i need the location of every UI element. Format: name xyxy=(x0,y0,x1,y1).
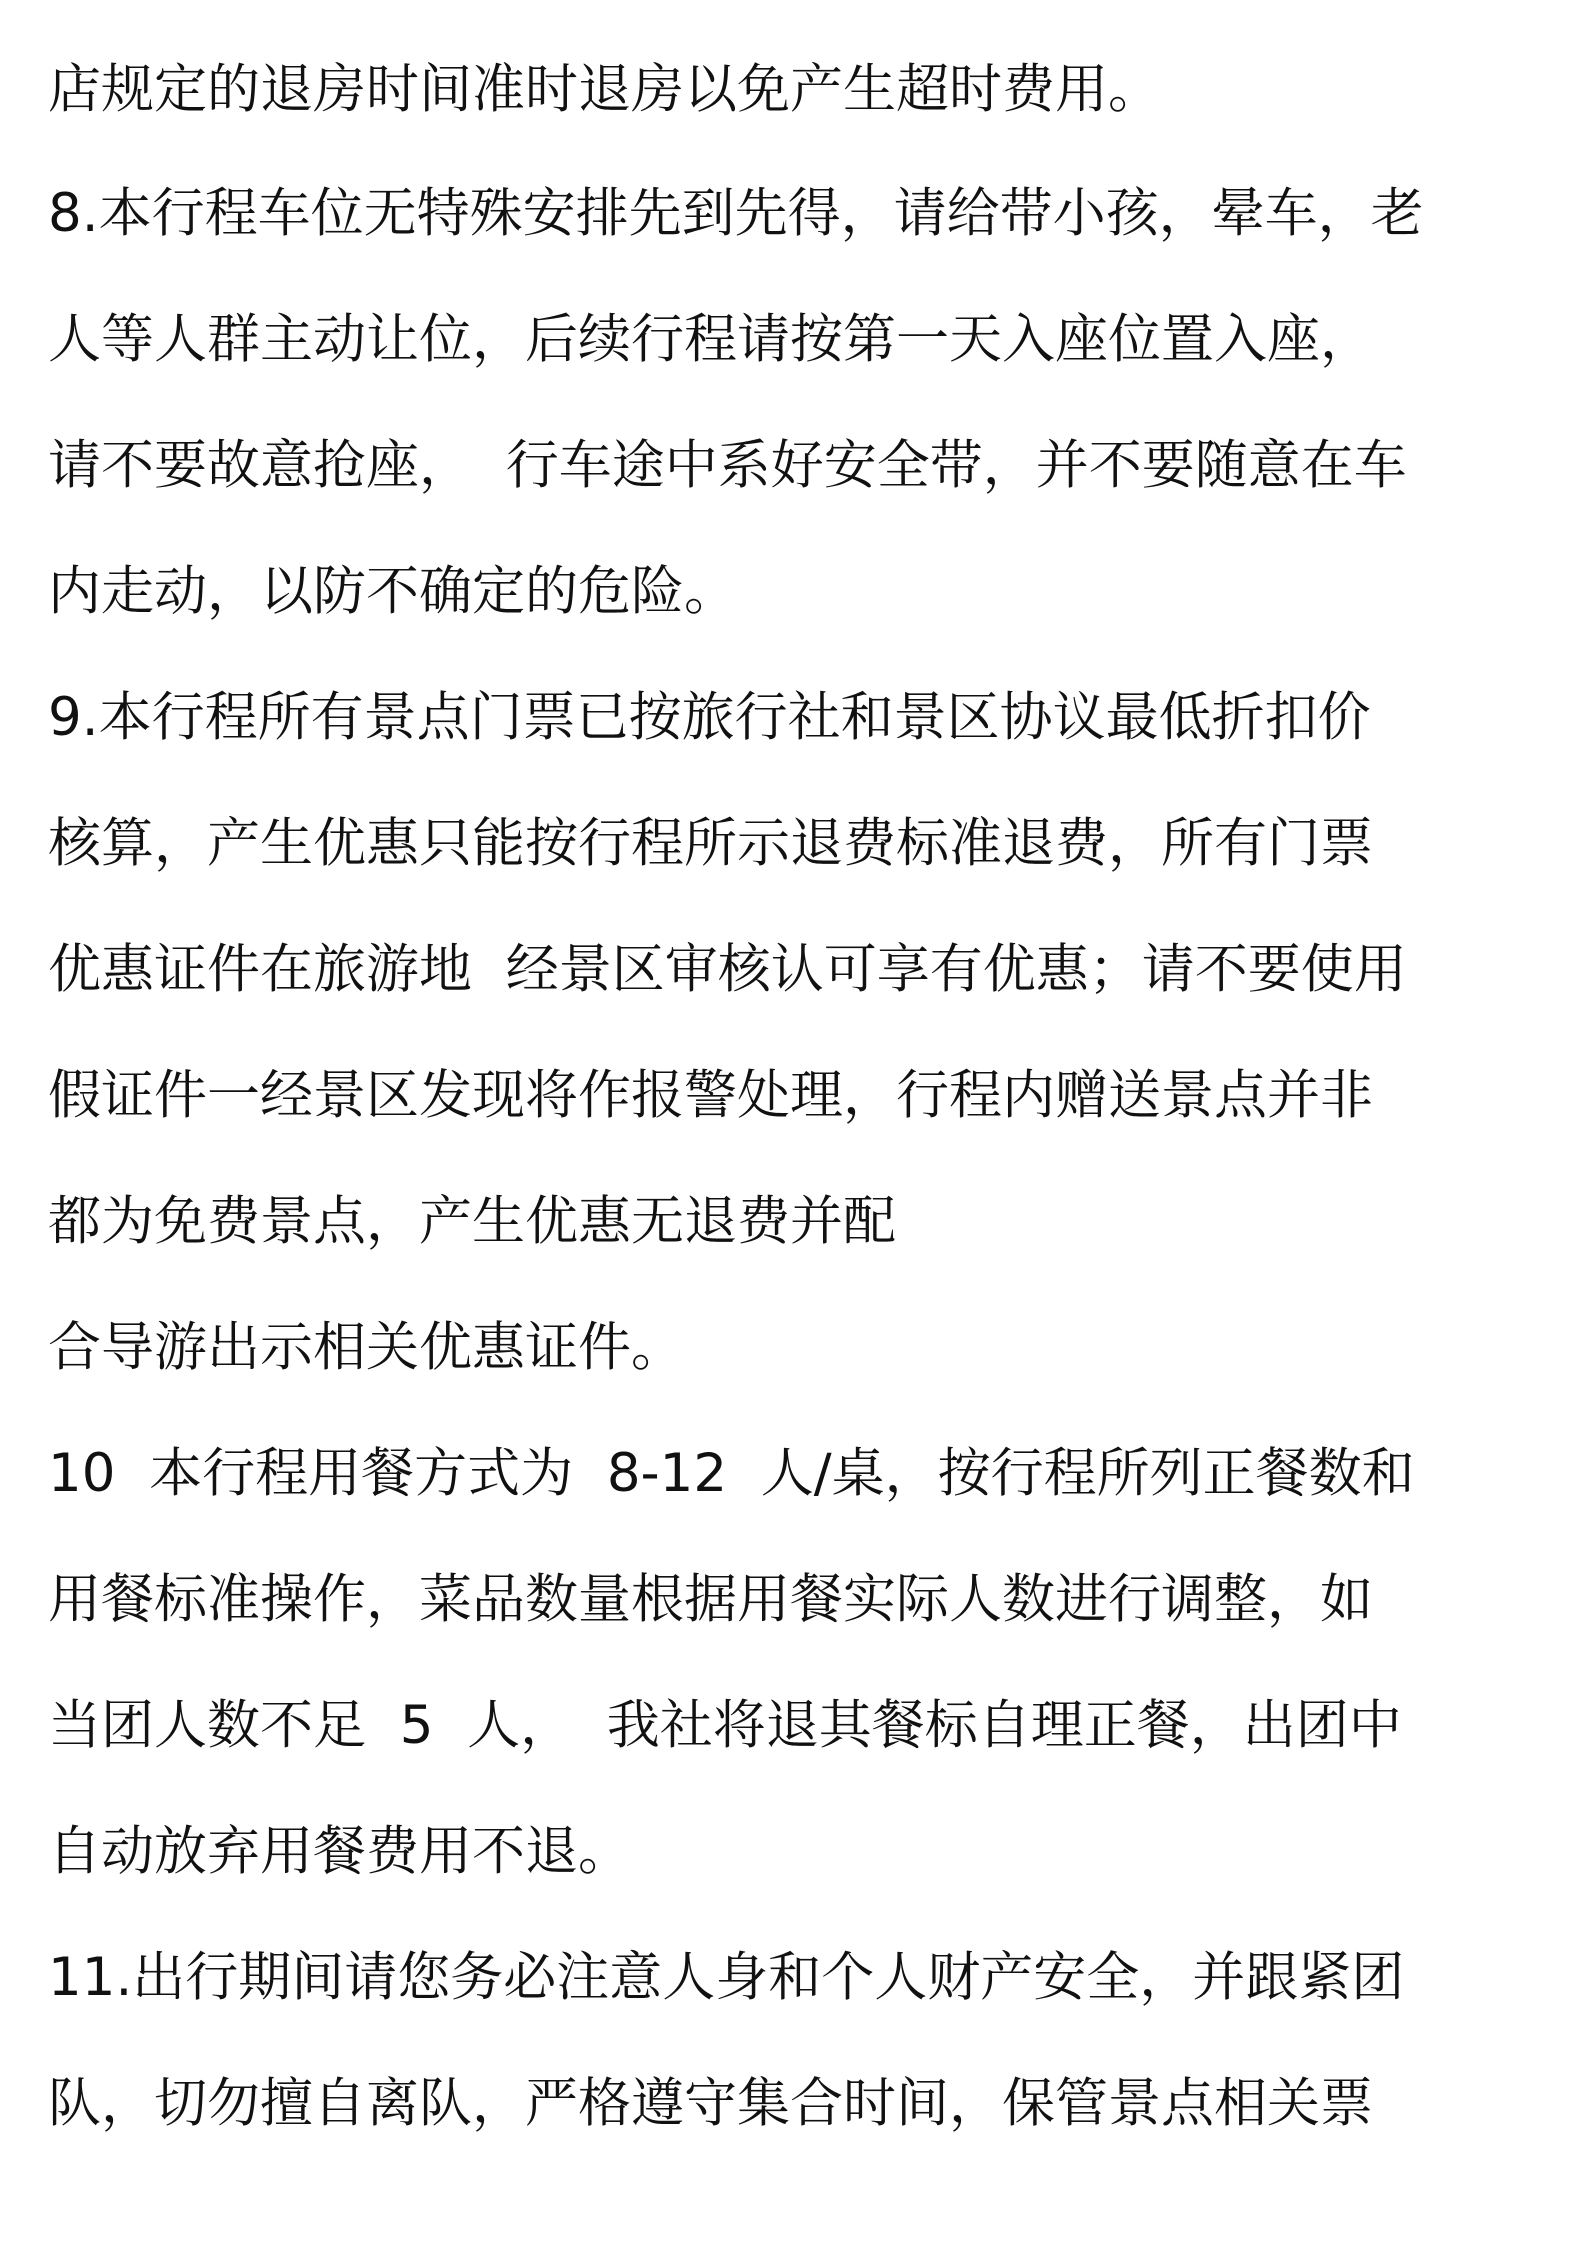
text-line: 11.出行期间请您务必注意人身和个人财产安全，并跟紧团 xyxy=(48,1947,1405,2008)
text-line: 用餐标准操作，菜品数量根据用餐实际人数进行调整，如 xyxy=(48,1569,1373,1630)
text-line: 核算，产生优惠只能按行程所示退费标准退费，所有门票 xyxy=(48,813,1373,874)
text-line: 8.本行程车位无特殊安排先到先得，请给带小孩，晕车，老 xyxy=(48,183,1424,244)
text-line: 内走动，以防不确定的危险。 xyxy=(48,561,737,622)
text-line: 请不要故意抢座， 行车途中系好安全带，并不要随意在车 xyxy=(48,435,1407,496)
text-line: 队，切勿擅自离队，严格遵守集合时间，保管景点相关票 xyxy=(48,2073,1373,2134)
text-line: 自动放弃用餐费用不退。 xyxy=(48,1821,631,1882)
text-line: 9.本行程所有景点门票已按旅行社和景区协议最低折扣价 xyxy=(48,687,1371,748)
text-line: 人等人群主动让位，后续行程请按第一天入座位置入座， xyxy=(48,309,1373,370)
text-line: 店规定的退房时间准时退房以免产生超时费用。 xyxy=(48,59,1161,120)
text-line: 假证件一经景区发现将作报警处理，行程内赠送景点并非 xyxy=(48,1065,1373,1126)
text-line: 都为免费景点，产生优惠无退费并配 xyxy=(48,1191,896,1252)
text-line: 10 本行程用餐方式为 8-12 人/桌，按行程所列正餐数和 xyxy=(48,1443,1415,1504)
text-line: 当团人数不足 5 人， 我社将退其餐标自理正餐，出团中 xyxy=(48,1695,1402,1756)
text-line: 优惠证件在旅游地 经景区审核认可享有优惠；请不要使用 xyxy=(48,939,1407,1000)
text-line: 合导游出示相关优惠证件。 xyxy=(48,1317,684,1378)
